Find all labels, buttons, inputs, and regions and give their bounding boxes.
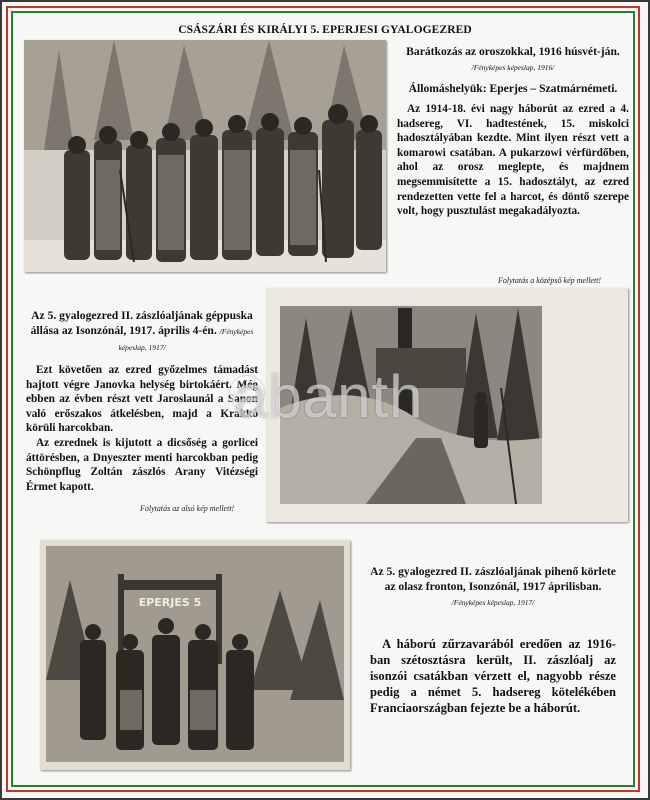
photo-rest-area [40, 540, 350, 770]
text-block-3 [370, 564, 616, 716]
photo-3-caption-main: Az 5. gyalogezred II. zászlóaljának pihenő körlete az olasz fronton, Isonzónál, 1917 áprilisban. [370, 565, 616, 593]
rest-area-sign: EPERJES 5 [138, 596, 202, 609]
photo-2-caption-source: /Fényképes képeslap, 1917/ [118, 327, 254, 352]
text-block-1 [397, 44, 629, 219]
continue-note-2: Folytatás az alsó kép mellett! [140, 504, 235, 513]
watermark: abanth [234, 363, 424, 430]
page-title: CSÁSZÁRI ÉS KIRÁLYI 5. EPERJESI GYALOGEZRED [178, 24, 472, 36]
photo-2-caption [26, 308, 258, 355]
history-paragraph-3: Az ezrednek is kijutott a dicsőség a gorlicei áttörésben, a Dnyeszter menti harcokban pedig Schönpflug Zoltán zászlós Arany Vitézségi Érmet kapott. [26, 436, 258, 493]
photo-3-caption [370, 564, 616, 610]
stations-line: Állomáshelyük: Eperjes – Szatmárnémeti. [408, 82, 618, 95]
text-block-2 [26, 308, 258, 494]
photo-fraternization [24, 40, 386, 272]
album-page [2, 2, 648, 798]
history-paragraph-2: Ezt követően az ezred győzelmes támadást hajtott végre Janovka helység birtokáért. Még ebben az évben részt vett Jaroslaunál a Sanon való erőszakos átkelésben, majd a Krakkó körüli harcokban. [26, 364, 258, 435]
photo-1-caption-source: /Fényképes képeslap, 1916/ [471, 63, 555, 72]
history-paragraph-4: A háború zűrzavarából eredően az 1916-ban szétosztásra került, II. zászlóalj az isonzói csatákban vérzett el, nagyobb része pedig a német 5. hadsereg kötelékében Franciaországban fejezte be a háborút. [370, 637, 616, 715]
photo-3-caption-source: /Fényképes képeslap, 1917/ [451, 598, 535, 607]
photo-1-caption-main: Barátkozás az oroszokkal, 1916 húsvét-ján. [406, 45, 620, 58]
continue-note-1: Folytatás a középső kép mellett! [498, 276, 602, 285]
photo-2-caption-main: Az 5. gyalogezred II. zászlóaljának géppuska állása az Isonzónál, 1917. április 4-én. [30, 309, 253, 337]
history-paragraph-1: Az 1914-18. évi nagy háborút az ezred a 4. hadsereg, VI. hadtestének, 15. miskolci hadosztályában kezdte. Mint ilyen részt vett a komarowi csatában. A pukarzowi vérfürdőben, ahol az orosz meglepte, és majdnem megsemmisítette a 15. hadosztályt, az ezred rendezetten vette fel a harcot, és döntő szerepe volt, hogy pusztulást megakadályozta. [397, 103, 629, 218]
photo-1-caption [397, 44, 629, 75]
